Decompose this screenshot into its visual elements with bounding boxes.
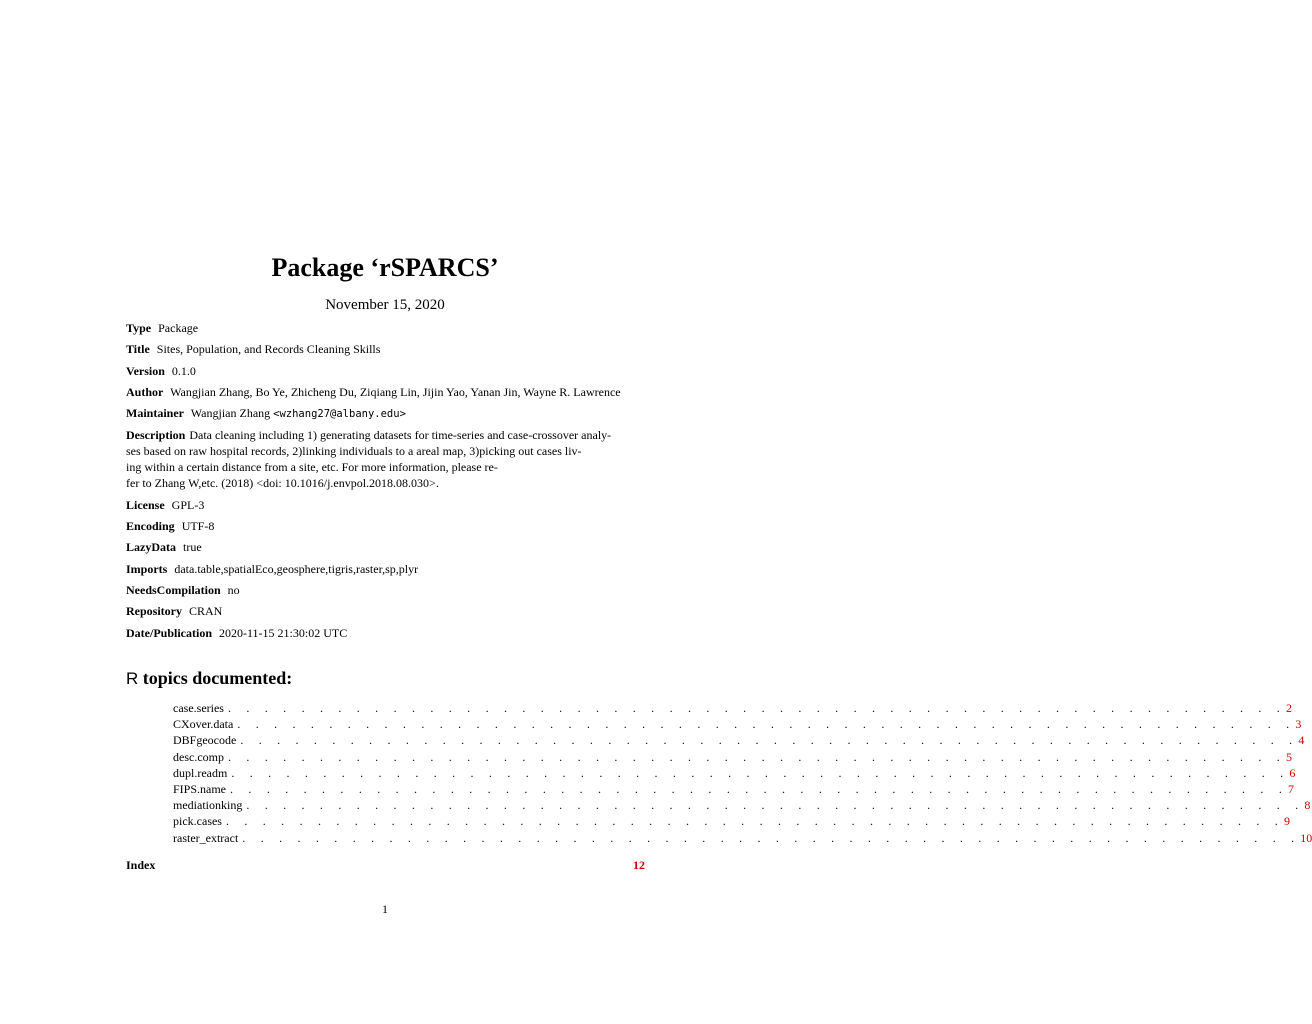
description-line: ing within a certain distance from a site, etc. For more information, please re- [126,460,498,475]
toc-leader-dots: . . . . . . . . . . . . . . . . . . . . . . . . . . . . . . . . . . . . . . . . . . . . . . . . . . . . . . . . . . [227,749,1286,764]
field-version [126,363,646,379]
toc-entry-index[interactable] [126,857,645,873]
field-maintainer [126,405,646,422]
toc-entry-page[interactable]: 2 [1285,701,1292,715]
toc-entry-name: desc.comp [173,749,224,764]
toc-entry-mediationking[interactable] [173,797,1311,813]
field-description-label: Description [126,428,186,443]
toc-leader-dots: . . . . . . . . . . . . . . . . . . . . . . . . . . . . . . . . . . . . . . . . . . . . . . . . . . . . . . . . . . [242,830,1301,845]
description-line: ses based on raw hospital records, 2)linking individuals to a areal map, 3)picking out cases liv- [126,444,582,459]
field-encoding-value: UTF-8 [181,519,215,534]
field-type-value: Package [158,321,199,335]
field-license [126,497,646,513]
field-author-value: Wangjian Zhang, Bo Ye, Zhicheng Du, Ziqiang Lin, Jijin Yao, Yanan Jin, Wayne R. Lawrence [170,384,621,399]
toc-entry-name: case.series [173,701,224,715]
description-line: fer to Zhang W,etc. (2018) <doi: 10.1016/j.envpol.2018.08.030>. [126,476,439,491]
field-datepublication-label: Date/Publication [126,625,212,640]
field-needscompilation-value: no [227,582,240,597]
field-title-label: Title [126,342,150,357]
toc-entry-name: pick.cases [173,814,222,829]
toc-entry-case-series[interactable] [173,700,1292,716]
field-needscompilation [126,582,646,598]
field-lazydata-label: LazyData [126,540,176,555]
field-encoding-label: Encoding [126,519,175,534]
description-line [126,427,646,443]
toc-entry-name: DBFgeocode [173,733,237,748]
field-imports [126,561,646,577]
field-version-label: Version [126,363,165,378]
toc-heading [126,666,292,691]
toc-leader-dots: . . . . . . . . . . . . . . . . . . . . . . . . . . . . . . . . . . . . . . . . . . . . . . . . . . . . . . . . . . [240,733,1299,748]
toc-entry-name: dupl.readm [173,765,228,780]
field-version-value: 0.1.0 [171,363,196,378]
field-description [126,427,646,491]
toc-leader-dots: . . . . . . . . . . . . . . . . . . . . . . . . . . . . . . . . . . . . . . . . . . . . . . . . . . . . . . . . . . [225,814,1284,829]
toc-entry-fips-name[interactable] [173,781,1295,797]
toc-entry-page[interactable]: 10 [1300,830,1312,845]
toc-entry-page[interactable]: 8 [1304,798,1311,813]
description-fields [126,320,646,646]
field-lazydata [126,539,646,555]
toc-entry-page[interactable]: 3 [1295,717,1302,732]
toc-entry-page[interactable]: 6 [1289,765,1296,780]
toc-entry-page[interactable]: 5 [1285,749,1292,764]
toc-leader-dots: . . . . . . . . . . . . . . . . . . . . . . . . . . . . . . . . . . . . . . . . . . . . . . . . . . . . . . . . . . [237,717,1296,732]
toc-entry-cxover-data[interactable] [173,716,1302,732]
toc-entry-name: raster_extract [173,830,239,845]
toc-entry-page[interactable]: 7 [1288,781,1295,796]
field-datepublication-value: 2020-11-15 21:30:02 UTC [219,625,348,640]
toc-entry-page[interactable]: 9 [1283,814,1290,829]
field-license-value: GPL-3 [171,497,205,512]
field-imports-value: data.table,spatialEco,geosphere,tigris,raster,sp,plyr [174,561,419,576]
index-page-link[interactable]: 12 [633,858,645,872]
toc-entry-desc-comp[interactable] [173,749,1292,765]
field-needscompilation-label: NeedsCompilation [126,582,221,597]
toc-leader-dots: . . . . . . . . . . . . . . . . . . . . . . . . . . . . . . . . . . . . . . . . . . . . . . . . . . . . . . . . . . [231,765,1290,780]
field-repository-value: CRAN [189,604,223,619]
field-author-label: Author [126,384,164,399]
toc-entry-name: CXover.data [173,717,234,732]
index-label: Index [126,858,156,872]
toc-entry-name: mediationking [173,798,243,813]
field-maintainer-label: Maintainer [126,406,184,421]
toc-entry-dbfgeocode[interactable] [173,732,1305,748]
toc-heading-text: topics documented: [138,668,293,688]
field-author [126,384,646,400]
page-number: 1 [382,902,388,916]
package-date: November 15, 2020 [325,297,445,313]
field-repository-label: Repository [126,604,182,619]
description-line-text: Data cleaning including 1) generating datasets for time-series and case-crossover analy- [189,428,612,443]
toc-entry-pick-cases[interactable] [173,813,1290,829]
toc-entry-name: FIPS.name [173,781,227,796]
toc-entry-raster-extract[interactable] [173,830,1312,846]
maintainer-email[interactable]: <wzhang27@albany.edu> [273,408,406,421]
toc-leader-dots: . . . . . . . . . . . . . . . . . . . . . . . . . . . . . . . . . . . . . . . . . . . . . . . . . . . . . . . . . . [227,701,1286,715]
toc-leader-dots: . . . . . . . . . . . . . . . . . . . . . . . . . . . . . . . . . . . . . . . . . . . . . . . . . . . . . . . . . . [246,798,1305,813]
toc-heading-r: R [126,669,139,688]
toc-entry-dupl-readm[interactable] [173,765,1296,781]
table-of-contents [173,700,1312,846]
toc-leader-dots: . . . . . . . . . . . . . . . . . . . . . . . . . . . . . . . . . . . . . . . . . . . . . . . . . . . . . . . . . . [230,781,1289,796]
field-lazydata-value: true [183,540,202,555]
package-title: Package ‘rSPARCS’ [271,253,499,282]
toc-entry-page[interactable]: 4 [1298,733,1305,748]
field-maintainer-value: Wangjian Zhang [190,406,271,421]
field-type [126,320,646,336]
field-imports-label: Imports [126,561,168,576]
field-encoding [126,518,646,534]
field-datepublication [126,625,646,641]
field-title [126,341,646,357]
field-type-label: Type [126,321,152,335]
field-repository [126,603,646,619]
field-license-label: License [126,497,165,512]
field-title-value: Sites, Population, and Records Cleaning Skills [156,342,381,357]
